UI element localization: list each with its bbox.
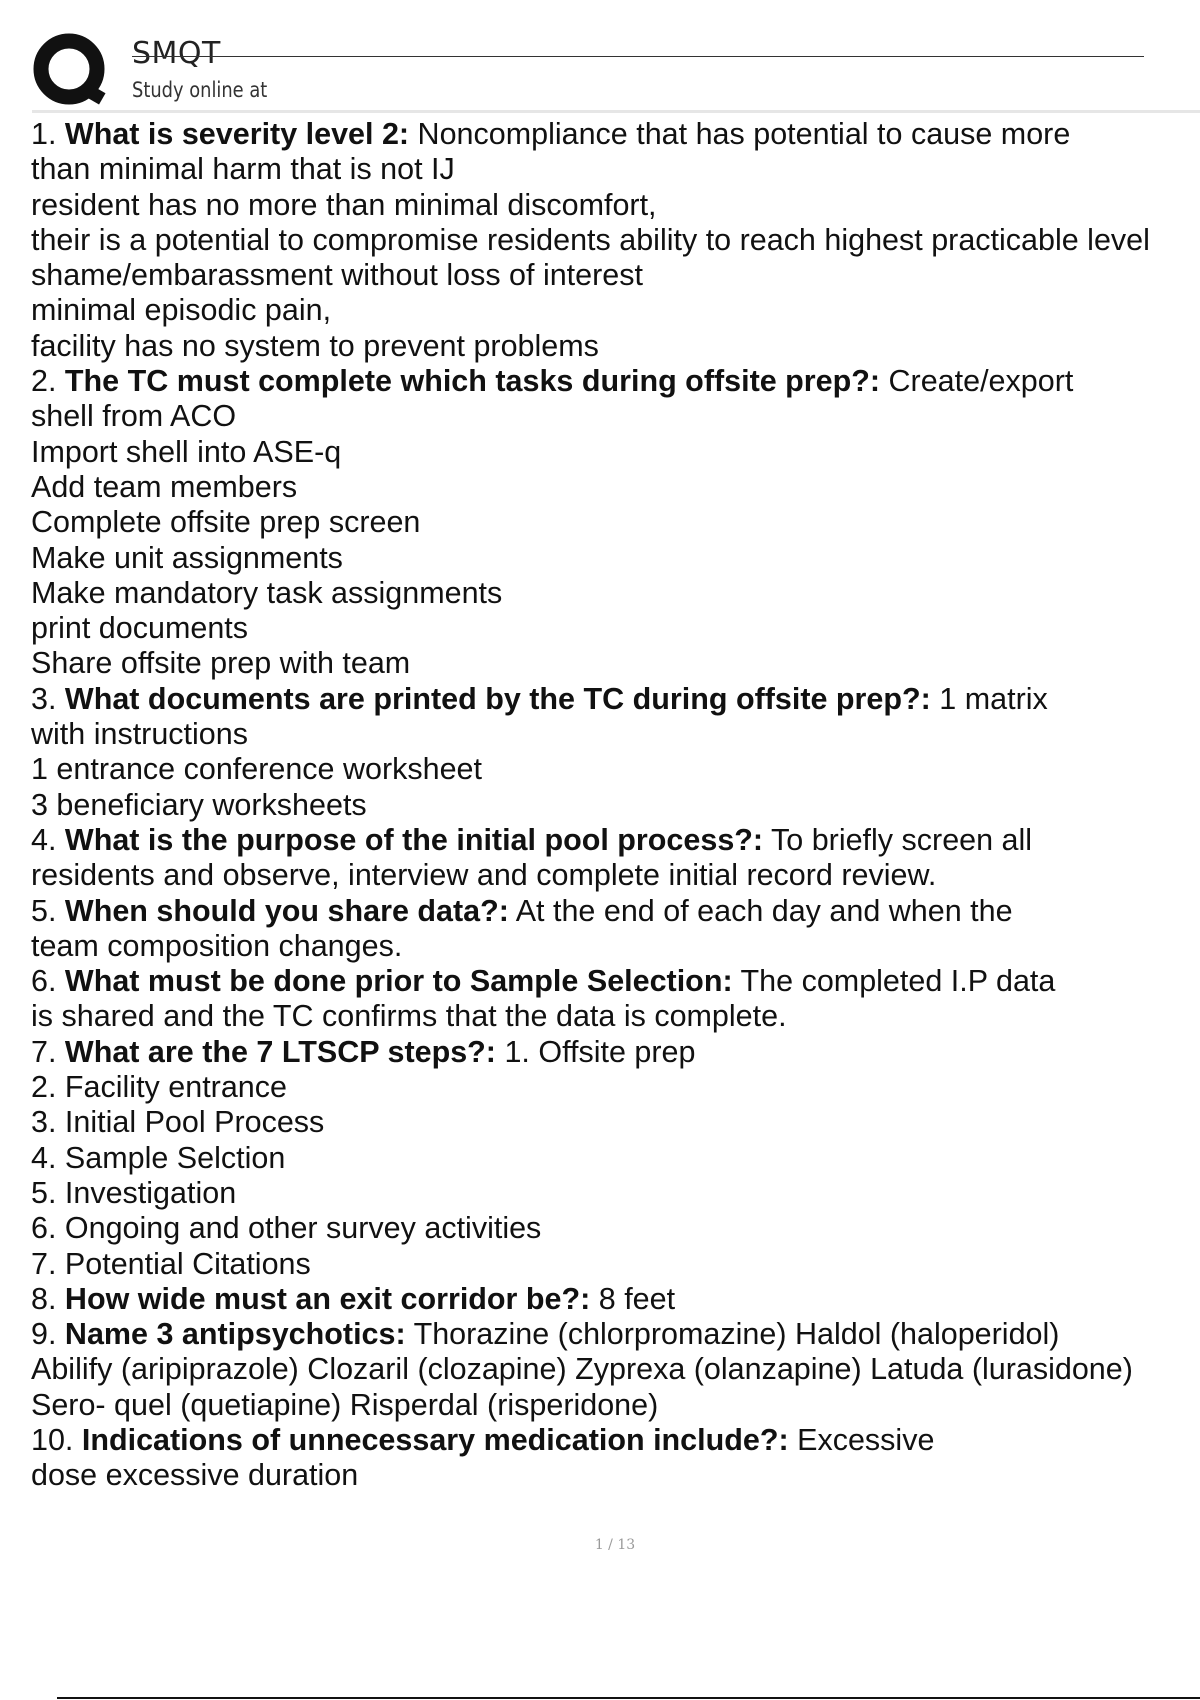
question-first-line — [31, 117, 1200, 152]
answer-text: At the end of each day and when the — [515, 893, 1013, 928]
answer-line: than minimal harm that is not IJ — [31, 152, 455, 187]
question-item — [31, 1317, 1200, 1423]
question-item — [31, 1282, 1200, 1317]
question-first-line — [31, 894, 1200, 929]
answer-line: Add team members — [31, 469, 298, 504]
answer-line: 3. Initial Pool Process — [31, 1105, 325, 1140]
question-first-line — [31, 1035, 1200, 1070]
question-title: How wide must an exit corridor be?: — [64, 1281, 591, 1316]
answer-text: Excessive — [797, 1422, 935, 1457]
question-number: 8. — [31, 1281, 57, 1316]
question-first-line — [31, 1317, 1200, 1352]
question-first-line — [31, 823, 1200, 858]
question-number: 3. — [31, 681, 57, 716]
answer-line: team composition changes. — [31, 928, 403, 963]
answer-line: residents and observe, interview and complete initial record review. — [31, 858, 937, 893]
answer-text: Noncompliance that has potential to cause more — [417, 117, 1071, 151]
question-item — [31, 364, 1200, 682]
answer-line: resident has no more than minimal discomfort, — [31, 187, 657, 222]
answer-text: 1 matrix — [939, 681, 1048, 716]
answer-line: 6. Ongoing and other survey activities — [31, 1211, 542, 1246]
answer-text: To briefly screen all — [771, 822, 1033, 857]
answer-line: is shared and the TC confirms that the data is complete. — [31, 999, 787, 1034]
answer-line: shame/embarassment without loss of interest — [31, 258, 643, 293]
answer-line: minimal episodic pain, — [31, 293, 332, 328]
flashcard-list — [31, 117, 1200, 1494]
question-title: Indications of unnecessary medication include?: — [81, 1422, 789, 1457]
answer-line: dose excessive duration — [31, 1458, 359, 1493]
answer-line: 3 beneficiary worksheets — [31, 787, 367, 822]
question-number: 5. — [31, 893, 57, 928]
answer-line: 2. Facility entrance — [31, 1070, 287, 1105]
answer-line: facility has no system to prevent problems — [31, 328, 599, 363]
answer-line: Import shell into ASE-q — [31, 434, 342, 469]
question-first-line — [31, 1423, 1200, 1458]
answer-line: Complete offsite prep screen — [31, 505, 421, 540]
answer-line: Sero- quel (quetiapine) Risperdal (risperidone) — [31, 1387, 659, 1422]
answer-text: Create/export — [888, 364, 1074, 399]
answer-line: Make unit assignments — [31, 540, 343, 575]
question-title: What is the purpose of the initial pool process?: — [64, 822, 764, 857]
question-first-line — [31, 1282, 1200, 1317]
question-number: 2. — [31, 364, 57, 399]
question-item — [31, 1035, 1200, 1282]
answer-text: 1. Offsite prep — [504, 1034, 696, 1069]
answer-line: with instructions — [31, 717, 248, 752]
question-item — [31, 964, 1200, 1035]
page-header — [0, 0, 1200, 115]
question-title: What are the 7 LTSCP steps?: — [64, 1034, 496, 1069]
answer-line: their is a potential to compromise residents ability to reach highest practicable level — [31, 222, 1150, 257]
question-title: What documents are printed by the TC during offsite prep?: — [64, 681, 931, 716]
question-title: Name 3 antipsychotics: — [64, 1317, 406, 1352]
question-number: 1. — [31, 117, 57, 151]
question-number: 7. — [31, 1034, 57, 1069]
question-first-line — [31, 964, 1200, 999]
answer-text: The completed I.P data — [740, 964, 1056, 999]
question-first-line — [31, 364, 1200, 399]
answer-line: print documents — [31, 611, 248, 646]
answer-line: shell from ACO — [31, 399, 237, 434]
answer-text: Thorazine (chlorpromazine) Haldol (haloperidol) — [413, 1317, 1060, 1352]
question-first-line — [31, 682, 1200, 717]
question-item — [31, 117, 1200, 364]
question-title: When should you share data?: — [64, 893, 509, 928]
brand-name: SMQT — [132, 36, 221, 71]
answer-line: 1 entrance conference worksheet — [31, 752, 482, 787]
answer-line: Abilify (aripiprazole) Clozaril (clozapine) Zyprexa (olanzapine) Latuda (lurasidone) — [31, 1352, 1133, 1387]
question-number: 6. — [31, 964, 57, 999]
answer-text: 8 feet — [598, 1281, 676, 1316]
study-online-text: Study online at — [132, 78, 268, 102]
question-title: The TC must complete which tasks during offsite prep?: — [64, 364, 881, 399]
question-title: What must be done prior to Sample Selection: — [64, 964, 733, 999]
question-number: 9. — [31, 1317, 57, 1352]
answer-line: 5. Investigation — [31, 1175, 237, 1210]
question-item — [31, 1423, 1200, 1494]
question-number: 4. — [31, 822, 57, 857]
page-number: 1 / 13 — [594, 1537, 636, 1553]
footer-divider — [57, 1697, 1200, 1699]
header-divider — [32, 110, 1200, 113]
question-item — [31, 894, 1200, 965]
question-item — [31, 682, 1200, 823]
question-title: What is severity level 2: — [64, 117, 410, 151]
answer-line: 4. Sample Selction — [31, 1140, 286, 1175]
answer-line: Make mandatory task assignments — [31, 575, 503, 610]
question-number: 10. — [31, 1422, 74, 1457]
strikethrough-line — [132, 56, 1144, 57]
quizlet-logo-icon — [32, 32, 110, 110]
answer-line: Share offsite prep with team — [31, 646, 411, 681]
question-item — [31, 823, 1200, 894]
answer-line: 7. Potential Citations — [31, 1246, 311, 1281]
